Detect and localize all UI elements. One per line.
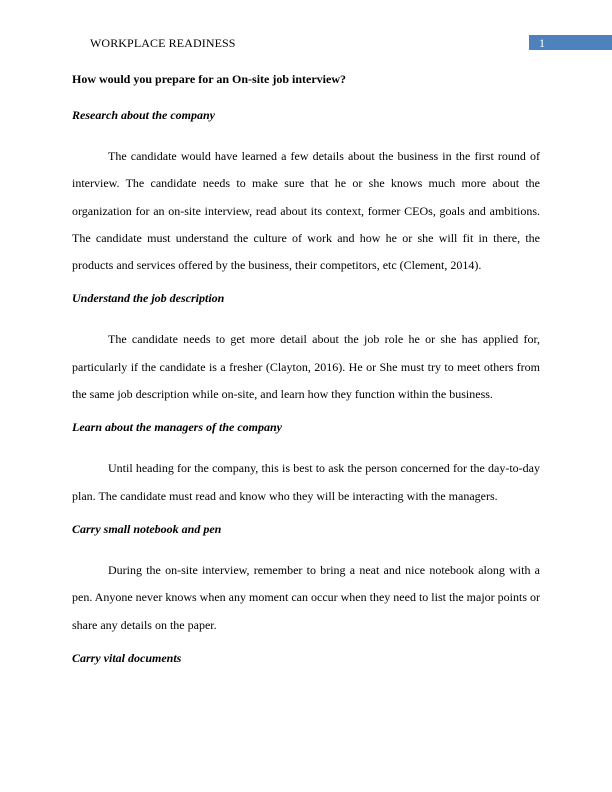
document-title: How would you prepare for an On-site job interview? (72, 72, 347, 86)
section-heading-managers: Learn about the managers of the company (72, 420, 283, 435)
running-head: WORKPLACE READINESS (90, 36, 236, 50)
section-heading-documents: Carry vital documents (72, 650, 182, 665)
document-body (72, 70, 540, 686)
page-number-badge (529, 35, 612, 50)
page-number: 1 (539, 36, 545, 50)
section-heading-notebook: Carry small notebook and pen (72, 521, 222, 536)
section-heading-job-description: Understand the job description (72, 291, 225, 306)
paragraph-job-description: The candidate needs to get more detail about the job role he or she has applied for, particularly if the candidate is a fresher (Clayton, 2016). He or She must try to meet others from the same job description while on-site, and learn how they function within the business. (72, 332, 540, 402)
paragraph-notebook: During the on-site interview, remember to bring a neat and nice notebook along with a pen. Anyone never knows when any moment can occur when they need to list the major points or share any details on the paper. (72, 562, 540, 632)
section-heading-research: Research about the company (72, 108, 215, 122)
paragraph-research: The candidate would have learned a few details about the business in the first round of interview. The candidate needs to make sure that he or she knows much more about the organization for an on-site interview, read about its context, former CEOs, goals and ambitions. The candidate must understand the culture of work and how he or she will fit in there, the products and services offered by the business, their competitors, etc (Clement, 2014). (72, 149, 540, 273)
paragraph-managers: Until heading for the company, this is best to ask the person concerned for the day-to-day plan. The candidate must read and know who they will be interacting with the managers. (72, 461, 540, 503)
